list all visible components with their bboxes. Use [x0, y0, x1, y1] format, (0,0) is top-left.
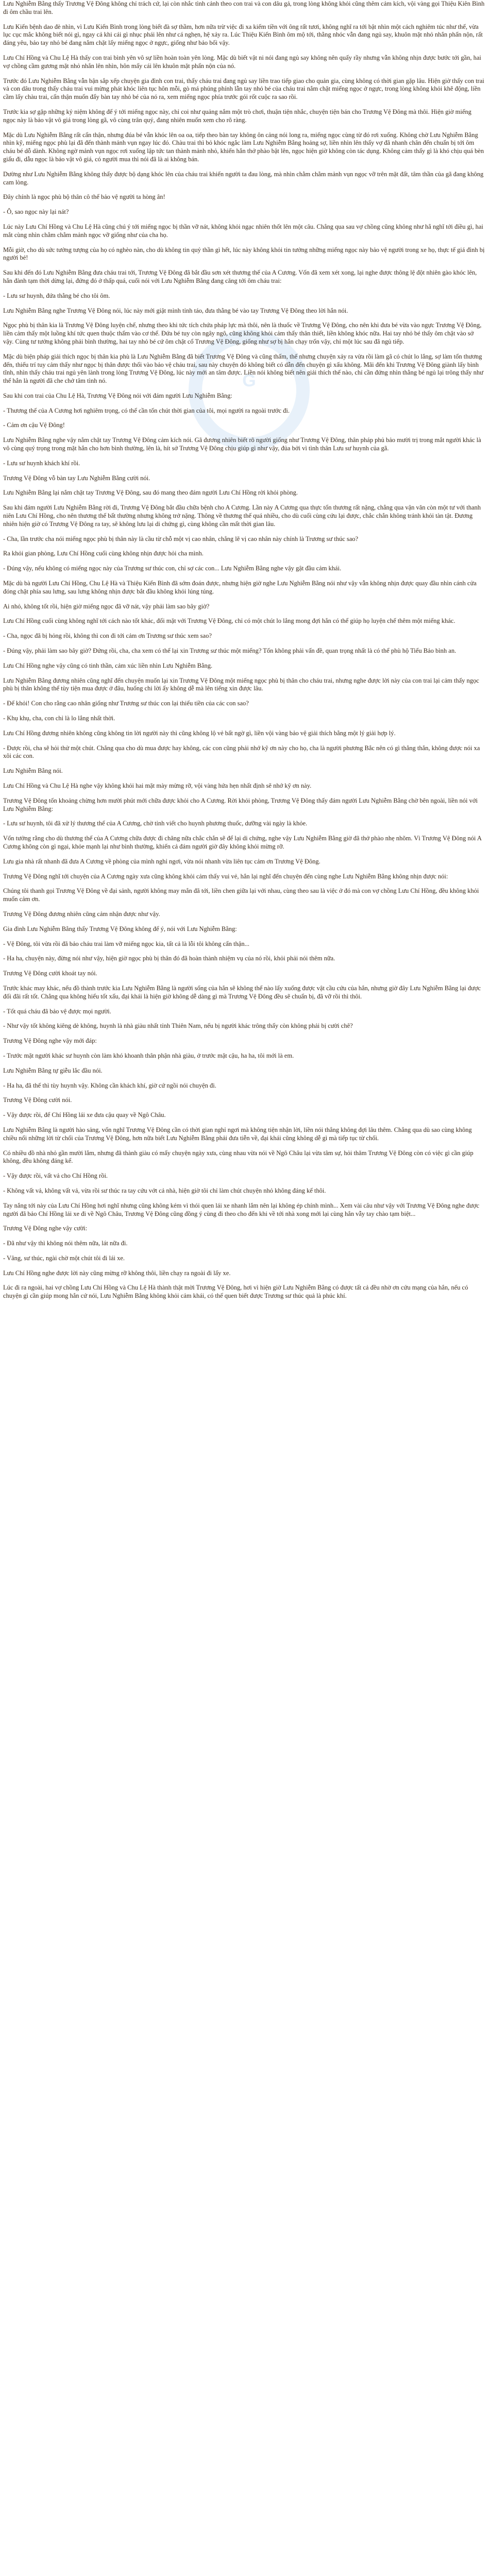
paragraph: Lúc này Lưu Chí Hồng và Chu Lệ Hà cũng chú ý tới miếng ngọc bị thần vỡ nát, không khỏi ngạc nhiên thốt lên một câu. Chẳng qua sau vợ chồng cũng không như hẳ nghĩ tới điều gì, hai mắt cùng nhìn chằm chằm mảnh ngọc vỡ giống như của cha họ. — [3, 223, 483, 239]
paragraph: Trương Vệ Đông cười nói. — [3, 1096, 72, 1104]
paragraph: Lưu gia nhà rất nhanh đã đưa A Cương về phòng của mình nghỉ ngơi, vừa nói nhanh vừa liên tục cảm ơn Trương Vệ Đông. — [3, 857, 321, 865]
paragraph: Trương Vệ Đông cười khoát tay nói. — [3, 970, 97, 977]
paragraph: - Trước mặt người khác sư huynh còn làm khó khoanh thân phận nhà giàu, ở trước mặt cậu, ha ha, tôi mới là em. — [3, 1052, 294, 1059]
paragraph: Trương Vệ Đông nghe vậy cười: — [3, 1225, 88, 1232]
paragraph: Tay nắng tới này của Lưu Chí Hồng hơi nghĩ nhưng cũng không kém vì thói quen lái xe nhanh lắm nên lại không ép chính mình... Xem vài câu như vậy với Trương Vệ Đông nghe được người đã bảo Chí Hồng lái xe đi về Ngô Châu, Trương Vệ Đông cũng đồng ý cùng đi theo cho đến khi về tới nhà xong mới lại cùng hắn vẫy tay chào tạm biệt... — [3, 1201, 480, 1217]
paragraph: - Khụ khụ, cha, con chỉ là lo lắng nhất thời. — [3, 715, 115, 722]
paragraph: Lưu Nghiễm Bằng nghe Trương Vệ Đông nói, lúc này mới giật mình tỉnh táo, đưa thằng bé vào tay Trương Vệ Đông theo lời hắn nói. — [3, 307, 348, 314]
paragraph: Lưu Chí Hồng nghe vậy cũng có tinh thần, cảm xúc liền nhìn Lưu Nghiễm Bằng. — [3, 662, 213, 669]
paragraph: - Vậy được rồi, vất vả cho Chí Hồng rồi. — [3, 1172, 108, 1180]
paragraph: - Vệ Đông, tôi vừa rồi đã bảo cháu trai làm vỡ miếng ngọc kia, tất cả là lỗi tôi không cẩn thận... — [3, 940, 249, 947]
paragraph: - Lưu sư huynh, đứa thằng bé cho tôi ôm. — [3, 292, 110, 299]
paragraph: - Ha ha, đã thế thì tùy huynh vậy. Không cần khách khí, giờ cứ ngồi nói chuyện đi. — [3, 1081, 216, 1089]
paragraph: - Đúng vậy, nếu không có miếng ngọc này của Trương sư thúc con, chỉ sợ các con... Lưu Nghiễm Bằng nghe vậy gật đầu cảm khái. — [3, 565, 342, 572]
paragraph: Lưu Chí Hồng nghe được lời này cũng mừng rỡ không thôi, liền chạy ra ngoài đi lấy xe. — [3, 1269, 231, 1277]
paragraph: Lưu Nghiễm Bằng là người hào sảng, vốn nghĩ Trương Vệ Đông cần có thời gian nghỉ ngơi mà không tiện nhận lời, liền nói thẳng không đợi lâu thêm. Chẳng qua dù sao cùng không chiều nổi những lời từ chối của Trương Vệ Đông, hơn nữa biết Lưu Nghiễm Bằng phải đưa tiễn về, đại khái cũng không dễ gì mà tiếp tục từ chối. — [3, 1126, 472, 1142]
paragraph: Trương Vệ Đông nghe vậy mới đáp: — [3, 1037, 97, 1045]
paragraph: Trước kia sợ gặp những kỷ niệm không để ý tới miếng ngọc này, chỉ coi như quảng nắm một trò chơi, thuận tiện nhắc, chuyện tiện bán cho Trương Vệ Đông mà thôi. Hiện giờ miếng ngọc này là bảo vật vô giá trong lòng gã, vô cùng trân quý, đang nhiên muốn xem cho rõ ràng. — [3, 108, 471, 124]
paragraph: - Lưu sư huynh khách khí rồi. — [3, 459, 80, 467]
paragraph: Lưu Nghiễm Bằng tự giễu lắc đầu nói. — [3, 1066, 103, 1074]
paragraph: Lưu Chí Hồng và Chu Lệ Hà thấy con trai bình yên vô sự liền hoàn toàn yên lòng. Mặc dù biết vật ni nói đang ngủ say không nên quấy rầy nhưng vẫn không nhịn được bước tới gần, hai vợ chồng cầm gương mặt nhỏ nhắn lên nhìn, hôn mấy cái lên khuôn mặt phấn nộn của nó. — [3, 54, 481, 70]
paragraph: - Cha, ngọc đã bị hỏng rồi, không thì con đi tới cảm ơn Trương sư thúc xem sao? — [3, 632, 212, 640]
paragraph: - Cảm ơn cậu Vệ Đông! — [3, 421, 65, 429]
paragraph: Trước khác may khác, nếu đồ thành trước kia Lưu Nghiễm Bằng là người sống của hắn sẽ không thể nào lấy xuống được vật cầu cứu của hắn, nhưng giờ đây Lưu Nghiễm Bằng lại được đối đãi rất tốt. Chẳng qua không hiểu tốt xấu, đại khái là hiện giờ không dễ dàng gì mà Trương Vệ Đông đều sẽ chuẩn bị, đã vỡ rồi thì thôi. — [3, 984, 481, 1000]
paragraph: Lưu Nghiễm Bằng lại nắm chặt tay Trương Vệ Đông, sau đó mang theo đám người Lưu Chí Hồng rời khỏi phòng. — [3, 489, 298, 497]
paragraph: - Cha, lần trước cha nói miếng ngọc phù bị thân này là cầu từ chỗ một vị cao nhân, chẳng lẽ vị cao nhân này chính là Trương sư thúc sao? — [3, 535, 359, 543]
paragraph: Lúc đi ra ngoài, hai vợ chồng Lưu Chí Hồng và Chu Lệ Hà thành thật mời Trương Vệ Đông, hơi vì hiện giờ Lưu Nghiễm Bằng có được tất cả đều nhờ ơn cứu mạng của hắn, nếu có chuyện gì cần giúp mong hắn cứ nói, Lưu Nghiễm Bằng không khỏi cảm khái, có thể quen biết được Trương sư thúc quả là phúc khí. — [3, 1284, 468, 1300]
paragraph: Lưu Nghiễm Bằng thấy Trương Vệ Đông không chỉ trách cứ, lại còn nhắc tình cảnh theo con trai và con dâu gả, trong lòng không khỏi cũng thêm cảm kích, vội vàng gọi Thiệu Kiên Bình đi ôm chầu trai lên. — [3, 0, 485, 15]
paragraph: Dường như Lưu Nghiễm Bằng không thấy được bộ dạng khóc lên của cháu trai khiến người ta đau lòng, mà nhìn chằm chằm mảnh vụn ngọc vỡ trên mặt đất, tâm thần của gã đang không cam lòng. — [3, 170, 484, 186]
paragraph: - Vậy được rồi, để Chí Hồng lái xe đưa cậu quay về Ngô Châu. — [3, 1111, 166, 1119]
paragraph: Lưu Nghiễm Bằng nói. — [3, 767, 63, 775]
paragraph: Lưu Nghiễm Bằng nghe vậy nắm chặt tay Trương Vệ Đông cảm kích nói. Gã đương nhiên biết rõ người giống như Trương Vệ Đông, thân pháp phủ bảo mười trị trong mắt người khác là vô cùng quý trọng trong mặt hắn cho hơn bình thường, lên là, hít sở Trương Vệ Đông chịu giúp gì như vậy, đủa bởi vì tình thân Lưu sư huynh của gã. — [3, 436, 481, 452]
paragraph: Lưu Chí Hồng cuối cùng không nghĩ tới cách nào tốt khác, đối mặt với Trương Vệ Đông, chỉ có một chút lo lắng mong đợi hắn có thể giúp họ luyện chế thêm một miếng khác. — [3, 617, 456, 625]
paragraph: Lưu Nghiễm Bằng đương nhiên cũng nghĩ đến chuyện muốn lại xin Trương Vệ Đông một miếng ngọc phù bị thân cho cháu trai, nhưng nghe được lời này của con trai lại cảm thấy ngọc phù bị thân không thể tùy tiện mua được ở đâu, huống chi lời ấy không dễ mà lên tiếng xin được lâu. — [3, 676, 479, 692]
paragraph: - Lưu sư huynh, tôi đã xử lý thương thế của A Cương, chờ tỉnh viết cho huynh phương thuốc, dưỡng vài ngày là khỏe. — [3, 820, 308, 827]
paragraph: - Đúng vậy, phải làm sao bây giờ? Đứng rồi, cha, cha xem có thể lại xin Trương sư thúc một miếng? Tốn không phải vấn đề, quan trọng nhất là có thể phù hộ Tiểu Bảo bình an. — [3, 647, 457, 655]
paragraph: Mặc dù Lưu Nghiễm Bằng rất cẩn thận, nhưng đúa bé vẫn khóc lên oa oa, tiếp theo bàn tay không ôn cảng nói long ra, miếng ngọc cùng từ đó rơi xuống. Không chờ Lưu Nghiễm Bằng nhìn kỹ, miếng ngọc phù lại đã đến thành mảnh vụn ngay lúc đó. Chàu trai thì bỏ khóc ngắc làm Lưu Nghiễm Bằng hoảng sợ, liền nhìn lên thấy vợ đã nhanh chân đến chuẩn bị tới ôm cháu bé dỗ dành. Không ngờ mảnh vụn ngọc rơi xuống lập tức tan thành mảnh nhỏ, khiến hắn thở phào bật lên, ngọc hiện giờ không còn tác dụng. Không cảm thấy gì là khó chịu quá bèn giấu đi, dẫu ngọc là bảo vật vô giá, có người mua thì nói đã là ai không bán. — [3, 131, 484, 163]
paragraph: Ra khỏi gian phòng, Lưu Chí Hồng cuối cùng không nhịn được hỏi cha mình. — [3, 550, 204, 557]
paragraph: - Ha ha, chuyện này, đừng nói như vậy, hiện giờ ngọc phù bị thân đó đã hoàn thành nhiệm vụ của nó rồi, khỏi phải nói thêm nữa. — [3, 955, 335, 962]
watermark-letter: G — [242, 371, 256, 391]
paragraph: Mặc dù bà người Lưu Chí Hồng, Chu Lệ Hà và Thiệu Kiến Bình đã sớm đoán được, nhưng hiện giờ nghe Lưu Nghiễm Bằng nói như vậy vẫn không nhịn được quay đầu nhìn cánh cửa đóng chặt phía sau lưng, sau lưng không nhịn được bắt đầu không khỏi lúng túng. — [3, 580, 477, 595]
paragraph: Trương Vệ Đông tốn khoảng chừng hơn mười phút mới chữa được khỏi cho A Cương. Rời khỏi phòng, Trương Vệ Đông thấy đám người Lưu Nghiễm Bằng chờ bên ngoài, liền nói với Lưu Nghiễm Bằng: — [3, 796, 478, 812]
paragraph: Sau khi đến đó Lưu Nghiễm Bằng đưa cháu trai tới, Trương Vệ Đông đã bắt đầu sơn xét thương thế của A Cương. Vốn đã xem xét xong, lại nghe được thông lệ đột nhiên gào khóc lên, hắn đành tạm thời dừng lại, đứng đó ở thấp quá, cuối nói với Lưu Nghiễm Bằng đang căng tới ôm cháu trai: — [3, 269, 477, 284]
paragraph: Mỗi giờ, cho dù sức tưởng tượng của họ có nghèo nàn, cho dù không tin quỷ thần gì hết, lúc này không khỏi tin tưởng những miếng ngọc này bảo vệ người trong xe họ, thực tế giá đình bị người bẻ! — [3, 246, 485, 262]
paragraph: Trương Vệ Đông vỗ bàn tay Lưu Nghiễm Bằng cười nói. — [3, 474, 150, 482]
paragraph: Ngọc phù bị thân kia là Trương Vệ Đông luyện chế, nhưng theo khi tức tích chứa pháp lực mà thôi, nên là thuốc về Trương Vệ Đông, cho nên khi đưa bé vừa vào ngực Trương Vệ Đông, liền cảm thấy một luồng khí tức quen thuộc thấm vào cơ thể. Đứa bé tuy còn ngây ngô, cũng không khỏi cảm thấy thân thiết, liền không khóc nữa. Hai tay nhỏ bé thấy ôm chặt vào sở vậy. Cùng tư tưởng không phải bình thường, hai tay nhỏ bé cứ ôm chặt cổ Trương Vệ Đông, giống như sợ bị hắn chạy trốn vậy, chỉ một lúc sau đã ngủ tiếp. — [3, 321, 482, 345]
paragraph: Lưu Kiến bệnh dao đè nhìn, vì Lưu Kiến Bình trong lòng biết đà sợ thầm, hơn nữa trừ việc đi xa kiếm tiền với ông rất tươi, không nghĩ ra tới bật nhìn một cách nghiêm túc như thế, vừa lục cục mắc không biết nói gì, ngay cả khi cái gì nhục phái lên như cá nghẹn, hệ xảy ra. Lúc Thiệu Kiến Bình ôm mộ tới, thằng nhóc vẫn đang ngủ say, khuôn mặt nhỏ nhắn phấn nộn, rất đáng yêu, bảo tay nhỏ bé đang nắm chặt lấy miếng ngọc ở ngực, giống như bảo bối vậy. — [3, 23, 483, 47]
paragraph: Lưu Chí Hồng và Chu Lệ Hà nghe vậy không khỏi hai mặt mày mừng rỡ, vội vàng hứa hẹn nhất định sẽ nhớ kỹ ơn này. — [3, 782, 312, 789]
paragraph: Sau khi con trai của Chu Lệ Hà, Trương Vệ Đông nói với đám người Lưu Nghiễm Bằng: — [3, 392, 232, 399]
article-body — [3, 0, 485, 2576]
paragraph: - Thương thế của A Cương hơi nghiêm trọng, có thể cần tốn chút thời gian của tôi, mọi người ra ngoài trước đi. — [3, 406, 290, 414]
paragraph: - Như vậy tốt không kiêng dè không, huynh là nhà giàu nhất tỉnh Thiên Nam, nếu bị người khác trông thấy còn không phải bị cười chê? — [3, 1022, 353, 1030]
paragraph: Có nhiều đồ nhà nhỏ gần mười lắm, nhưng đã thành giàu có mấy chuyện ngày xưa, cùng nhau vừa nói về Ngô Châu lại vừa tâm sự, hỏi thăm Trương Vệ Đông còn có việc gì cần giúp không, đều không đáng kể. — [3, 1149, 474, 1165]
paragraph: Trước đó Lưu Nghiễm Bằng vẫn bận sắp xếp chuyện gia đình con trai, thấy cháu trai đang ngủ say liền trao tiếp giao cho quản gia, cùng không có thời gian gặp lâu. Hiện giờ thấy con trai và con dâu trong thấy cháu trai vui mừng phát khóc liên tục hôn mỗi, gò má phúng phính lẫn tay nhỏ bé của cháu trai nắm chặt miếng ngọc ở ngực, trong lòng không khỏi khẽ động, liền cầm lấy chàu trai, cẩn thận muốn đẩy bàn tay nhỏ bé của nó ra, xem miếng ngọc phía trước gói rốt cuộc ra sao rồi. — [3, 77, 484, 101]
paragraph: - Không vất vả, không vất vả, vừa rồi sư thúc ra tay cứu vớt cả nhà, hiện giờ tôi chỉ làm chút chuyện nhỏ không đáng kể thôi. — [3, 1187, 326, 1194]
paragraph: Trương Vệ Đông nghĩ tới chuyện của A Cương ngày xưa cũng không khỏi cảm thấy vui vẻ, hắn lại nghĩ đến chuyện đến cùng nghe Lưu Nghiễm Bằng không nhịn được nói: — [3, 872, 448, 880]
paragraph: Gia đình Lưu Nghiễm Bằng thấy Trương Vệ Đông không để ý, nói với Lưu Nghiễm Bằng: — [3, 925, 237, 933]
paragraph: Sau khi đám người Lưu Nghiễm Bằng rời đi, Trương Vệ Đông bắt đầu chữa bệnh cho A Cương. Lần này A Cương qua thực tổn thương rất nặng, chẳng qua vận văn còn một tư với thanh niên Lưu Chí Hồng, cho nên thương thế bất thường nhưng không trở nặng. Thông về thương thế quá nhiều, cho dù cuối cùng cứu lại được, chắc chắn không tránh khỏi tàn tật. Đương nhiên hiện giờ có Trương Vệ Đông ra tay, sẽ không lưu lại di chứng gì, cùng không cần mất thời gian lâu. — [3, 504, 481, 528]
paragraph: Mặc dù biện pháp giải thích ngọc bị thân kia phù là Lưu Nghiễm Bằng đã biết Trương Vệ Đông và cũng thấm, thế nhưng chuyện xảy ra vừa rồi làm gã có chút lo lắng, sợ làm tổn thương đến, thiếu trí tuy cảm thấy như ngọc bị thân được thổi vào bảo vệ cháu trai, sau này chuyện đó không biết có dẫn đến chuyện gì xấu không. Mãi đến khi Trương Vệ Đông giành lấy bình tĩnh, nhìn thấy cháu trai ngủ yên lành trong lòng Trương Vệ Đông, lúc này mới an tâm được. Liền nói không biết nên giải thích thế nào, chỉ cần đứng nhìn thằng bé ngủ lại trông thấy như thể hắn là người đã che chở tâm tình nó. — [3, 352, 483, 385]
paragraph: Ai nhỏ, không tốt rồi, hiện giờ miếng ngọc đã vỡ nát, vậy phải làm sao bây giờ? — [3, 602, 210, 610]
paragraph: Đây chính là ngọc phù bộ thân cô thể bảo vệ người ta hòng ân! — [3, 193, 165, 201]
paragraph: - Ô, sao ngọc này lại nát? — [3, 208, 69, 216]
paragraph: - Vâng, sư thúc, ngài chờ một chút tôi đi lái xe. — [3, 1254, 125, 1262]
paragraph-list — [3, 0, 485, 1300]
paragraph: - Đã như vậy thì không nói thêm nữa, lát nữa đi. — [3, 1240, 128, 1247]
paragraph: Lưu Chí Hồng đương nhiên không cũng không tin lời người này thì cũng không lộ vẻ bất ngờ gì, liền vội vàng bảo vệ giải thích bằng một lý giải hợp lý. — [3, 729, 396, 737]
paragraph: Trương Vệ Đông đương nhiên cũng cảm nhận được như vậy. — [3, 910, 160, 918]
paragraph: - Để khỏi! Con cho rằng cao nhân giống như Trương sư thúc con lại thiếu tiền của các con sao? — [3, 700, 249, 707]
paragraph: - Tốt quá cháu đã bảo vệ được mọi người. — [3, 1007, 111, 1015]
paragraph: Chúng tôi thanh gọi Trương Vệ Đông về đại sảnh, người không may mắn đã tới, liền chen giữa lại với nhau, cùng theo sau là việc ở đó mà con vợ chồng Lưu Chí Hồng, đều không khỏi muốn cảm ơn. — [3, 887, 479, 903]
paragraph: - Được rồi, cha sẽ hỏi thử một chút. Chẳng qua cho dù mua được hay không, các con cũng phải nhớ kỹ ơn này cho họ, cha là người phương Bắc nên có gì thẳng thắn, không được nói xa xôi các con. — [3, 744, 480, 760]
paragraph: Vốn tưởng rằng cho dù thương thế của A Cương chữa được đi chăng nữa chắc chắn sẽ để lại di chứng, nghe vậy Lưu Nghiễm Bằng giờ đã thở phào nhẹ nhõm. Vì Trương Vệ Đông nói A Cương không còn gì ngại, khỏe mạnh lại như bình thường, khiến cả đám người giờ đây không khỏi mừng rỡ. — [3, 835, 482, 850]
